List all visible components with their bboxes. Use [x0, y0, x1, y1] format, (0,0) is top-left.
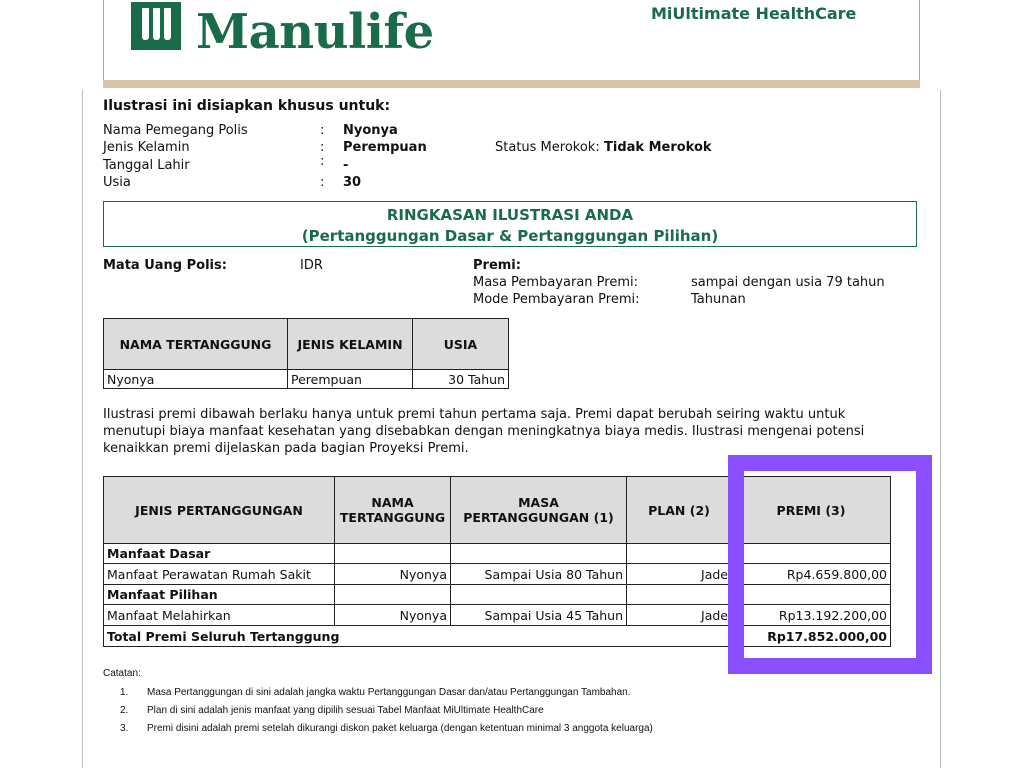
- page-border-right: [940, 90, 941, 768]
- brand-logo-text: Manulife: [196, 4, 434, 60]
- table-cell: Sampai Usia 80 Tahun: [451, 564, 627, 585]
- dob-value: -: [343, 158, 349, 173]
- gender-value: Perempuan: [343, 140, 427, 155]
- colon: :: [320, 140, 325, 155]
- premium-mode-value: Tahunan: [691, 292, 746, 307]
- colon: :: [320, 175, 325, 190]
- table-header: USIA: [413, 319, 509, 370]
- smoker-label: Status Merokok:: [495, 140, 600, 155]
- note-text: Plan di sini adalah jenis manfaat yang dipilih sesuai Tabel Manfaat MiUltimate HealthCare: [147, 705, 544, 716]
- table-header: JENIS PERTANGGUNGAN: [104, 477, 335, 544]
- intro-heading: Ilustrasi ini disiapkan khusus untuk:: [103, 98, 391, 114]
- table-cell: Sampai Usia 45 Tahun: [451, 605, 627, 626]
- note-text: Masa Pertanggungan di sini adalah jangka waktu Pertanggungan Dasar dan/atau Pertanggungan Tambahan.: [147, 687, 631, 698]
- table-cell: Nyonya: [335, 605, 451, 626]
- total-value: Rp17.852.000,00: [732, 626, 891, 647]
- premium-period-value: sampai dengan usia 79 tahun: [691, 275, 885, 290]
- colon: :: [320, 123, 325, 138]
- page-border-left: [82, 90, 83, 768]
- summary-subtitle: (Pertanggungan Dasar & Pertanggungan Pilihan): [301, 227, 719, 245]
- policyholder-name-label: Nama Pemegang Polis: [103, 123, 248, 138]
- section-label-basic: Manfaat Dasar: [104, 544, 335, 564]
- premium-period-label: Masa Pembayaran Premi:: [473, 275, 638, 290]
- table-cell: Rp13.192.200,00: [732, 605, 891, 626]
- notes-title: Catatan:: [103, 668, 141, 679]
- manulife-logo-icon: [131, 2, 181, 50]
- table-cell: Rp4.659.800,00: [732, 564, 891, 585]
- note-number: 1.: [120, 687, 129, 698]
- table-header: PLAN (2): [627, 477, 732, 544]
- table-cell: Jade: [627, 564, 732, 585]
- section-label-optional: Manfaat Pilihan: [104, 585, 335, 605]
- product-name: MiUltimate HealthCare: [651, 4, 857, 23]
- currency-label: Mata Uang Polis:: [103, 258, 227, 273]
- table-cell: Manfaat Perawatan Rumah Sakit: [104, 564, 335, 585]
- dob-label: Tanggal Lahir: [103, 158, 190, 173]
- table-header: NAMA TERTANGGUNG: [104, 319, 288, 370]
- premium-mode-label: Mode Pembayaran Premi:: [473, 292, 640, 307]
- premium-label: Premi:: [473, 258, 521, 273]
- table-cell: 30 Tahun: [413, 370, 509, 389]
- table-cell: Perempuan: [288, 370, 413, 389]
- table-header: PREMI (3): [732, 477, 891, 544]
- age-label: Usia: [103, 175, 131, 190]
- table-cell: Manfaat Melahirkan: [104, 605, 335, 626]
- note-number: 3.: [120, 723, 129, 734]
- premium-disclaimer-paragraph: Ilustrasi premi dibawah berlaku hanya untuk premi tahun pertama saja. Premi dapat berubah seiring waktu untuk menutupi biaya manfaat kesehatan yang disebabkan dengan meningkatnya biaya medis. Ilustrasi mengenai potensi kenaikkan premi dijelaskan pada bagian Proyeksi Premi.: [103, 407, 865, 456]
- table-header: NAMA TERTANGGUNG: [335, 477, 451, 544]
- summary-title-box: [103, 201, 917, 247]
- currency-value: IDR: [300, 258, 323, 273]
- note-text: Premi disini adalah premi setelah dikurangi diskon paket keluarga (dengan ketentuan minimal 3 anggota keluarga): [147, 723, 653, 734]
- insured-table: [103, 318, 509, 389]
- policyholder-name-value: Nyonya: [343, 123, 398, 138]
- note-number: 2.: [120, 705, 129, 716]
- age-value: 30: [343, 175, 362, 190]
- smoker-value: Tidak Merokok: [604, 140, 712, 155]
- summary-title: RINGKASAN ILUSTRASI ANDA: [386, 206, 634, 224]
- total-label: Total Premi Seluruh Tertanggung: [104, 626, 732, 647]
- colon: :: [320, 154, 325, 169]
- header-divider: [103, 80, 920, 88]
- table-cell: Nyonya: [104, 370, 288, 389]
- table-cell: Jade: [627, 605, 732, 626]
- table-header: MASA PERTANGGUNGAN (1): [451, 477, 627, 544]
- table-cell: Nyonya: [335, 564, 451, 585]
- premium-column-highlight: [728, 455, 932, 674]
- table-header: JENIS KELAMIN: [288, 319, 413, 370]
- gender-label: Jenis Kelamin: [103, 140, 190, 155]
